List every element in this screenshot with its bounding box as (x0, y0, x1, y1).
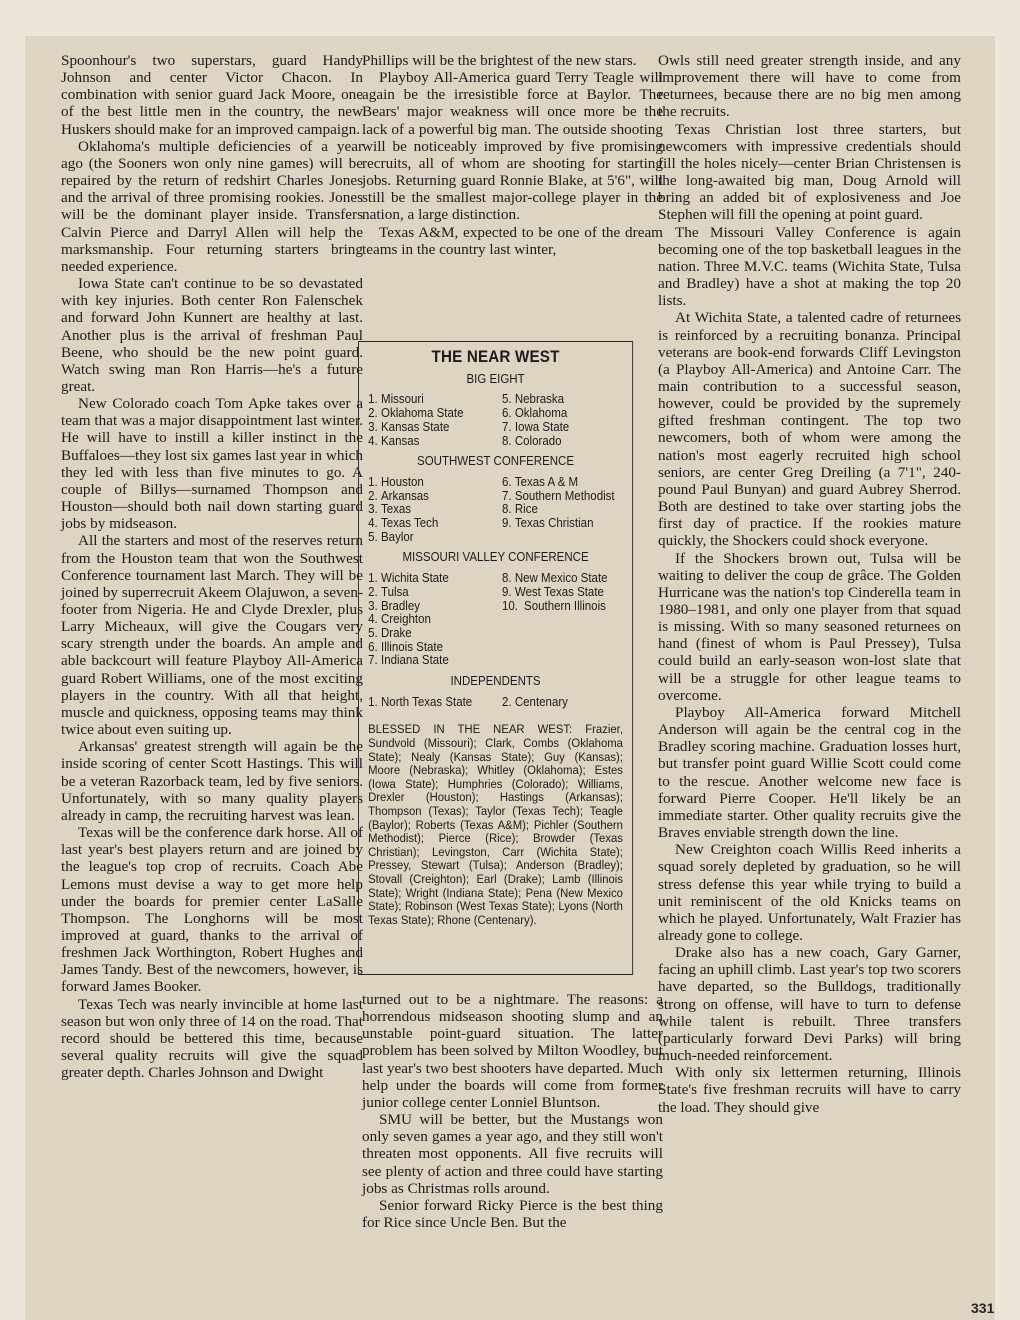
rank-item (368, 654, 489, 668)
paragraph: Iowa State can't continue to be so devastated with key injuries. Both center Ron Falenschek and forward John Kunnert are healthy at last. Another plus is the arrival of freshman Paul Beene, who should be the new point guard. Watch swing man Ron Harris—he's a future great. (61, 275, 363, 395)
rank-number: 7. (368, 653, 378, 668)
team-name: Illinois State (381, 639, 444, 654)
team-name: Arkansas (381, 488, 429, 503)
paragraph: Oklahoma's multiple deficiencies of a year ago (the Sooners won only nine games) will be repaired by the return of redshirt Charles Jones and the arrival of three promising rookies. Jones will be the dominant player inside. Transfers Calvin Pierce and Darryl Allen will help the marksmanship. Four returning starters bring needed experience. (61, 137, 363, 275)
team-name: Texas Christian (514, 516, 594, 531)
rank-item (368, 531, 489, 545)
rank-list-right (502, 476, 623, 545)
rank-number: 2. (368, 584, 378, 599)
paragraph: Owls still need greater strength inside, and any improvement there will have to come from returnees, because there are no big men among the recruits. (658, 52, 961, 121)
magazine-page (25, 36, 995, 1320)
rank-item (502, 696, 623, 710)
paragraph: If the Shockers brown out, Tulsa will be waiting to deliver the coup de grâce. The Golden Hurricane was the nation's top Cinderella team in 1980–1981, and only one player from that squad is missing. With so many seasoned returnees on hand (finest of whom is Paul Pressey), Tulsa could build an early-season won-lost slate that will be a struggle for other league teams to overcome. (658, 549, 961, 704)
rankings-mvc (368, 572, 623, 668)
rank-list-right (502, 572, 623, 668)
page-number: 331 (971, 1300, 995, 1316)
rank-number: 7. (501, 419, 512, 434)
rank-list-right (502, 393, 623, 448)
article-column-3 (658, 52, 961, 1116)
team-name: Southern Illinois (524, 598, 606, 613)
article-column-1 (61, 52, 363, 1081)
rank-number: 5. (501, 392, 512, 407)
team-name: Colorado (514, 433, 562, 448)
paragraph: Arkansas' greatest strength will again be the inside scoring of center Scott Hastings. This will be a veteran Razorback team, led by five seniors. Unfortunately, with so many quality players already in camp, the recruiting harvest was lean. (61, 738, 363, 824)
team-name: Oklahoma State (381, 406, 464, 421)
team-name: West Texas State (514, 584, 604, 599)
rank-item (368, 586, 489, 600)
rank-number: 6. (501, 474, 512, 489)
rank-item (368, 627, 489, 641)
paragraph: Texas A&M, expected to be one of the dream teams in the country last winter, (362, 223, 663, 258)
rank-item (368, 407, 489, 421)
conference-heading-big-eight: BIG EIGHT (466, 371, 525, 386)
rank-item (502, 600, 623, 614)
team-name: Rice (514, 502, 538, 517)
team-name: North Texas State (381, 694, 473, 709)
team-name: Creighton (381, 612, 431, 627)
team-name: Missouri (381, 392, 424, 407)
blessed-players-paragraph: BLESSED IN THE NEAR WEST: Frazier, Sundvold (Missouri); Clark, Combs (Oklahoma State); Nealy (Kansas State); Guy (Kansas); Moore (Nebraska); Whitley (Oklahoma); Estes (Iowa State); Humphries (Colorado); Williams, Drexler (Houston); Hastings (Arkansas); Thompson (Texas); Taylor (Texas Tech); Teagle (Baylor); Roberts (Texas A&M); Pichler (Southern Methodist); Pierce (Rice); Browder (Texas Christian); Levingston, Carr (Wichita State); Pressey, Stewart (Tulsa); Anderson (Bradley); Stovall (Creighton); Earl (Drake); Lamb (Illinois State); Wright (Indiana State); Pena (New Mexico State); Robinson (West Texas State); Lyons (North Texas State); Rhone (Centenary). (368, 722, 623, 927)
conference-heading-independents: INDEPENDENTS (450, 674, 541, 689)
paragraph: Texas Tech was nearly invincible at home last season but won only three of 14 on the road. That record should be bettered this time, because several quality recruits will give the squad greater depth. Charles Johnson and Dwight (61, 995, 363, 1082)
rank-number: 6. (368, 639, 378, 654)
team-name: Oklahoma (514, 406, 568, 421)
paragraph: SMU will be better, but the Mustangs won only seven games a year ago, and they still won't threaten most opponents. All five recruits will see plenty of action and three could have starting jobs as Christmas rolls around. (362, 1111, 663, 1197)
rank-item (502, 572, 623, 586)
team-name: Bradley (381, 598, 420, 613)
rank-number: 1. (368, 694, 378, 709)
team-name: Drake (381, 625, 412, 640)
rank-item (502, 476, 623, 490)
rank-number: 4. (368, 433, 378, 448)
rank-item (502, 490, 623, 504)
rank-list-left (368, 696, 489, 710)
paragraph: New Colorado coach Tom Apke takes over a team that was a major disappointment last winter. He will have to instill a killer instinct in the Buffaloes—they lost six games last year in which they led with less than five minutes to go. A couple of Billys—surnamed Thompson and Houston—should both nail down starting guard jobs by midseason. (61, 395, 363, 533)
article-column-2-bottom (362, 991, 663, 1231)
paragraph: Playboy All-America guard Terry Teagle will again be the irresistible force at Baylor. The Bears' major weakness will once more be the lack of a powerful big man. The outside shooting will be noticeably improved by five promising recruits, all of whom are shooting for starting jobs. Returning guard Ronnie Blake, at 5'6", will still be the smallest major-college player in the nation, a large distinction. (362, 69, 663, 224)
rank-item (368, 476, 489, 490)
team-name: Texas (381, 502, 412, 517)
rank-number: 8. (501, 502, 512, 517)
rank-list-left (368, 572, 489, 668)
rank-number: 8. (501, 433, 512, 448)
paragraph: At Wichita State, a talented cadre of returnees is reinforced by a recruiting bonanza. Principal veterans are book-end forwards Cliff Levingston (a Playboy All-America) and Antoine Carr. The main contribution to a successful season, however, could be provided by the supremely gifted freshman contingent. The top two newcomers, both of whom were among the nation's most eagerly recruited high school seniors, are center Greg Dreiling (a 7'1", 240-pound Paul Bunyan) and guard Aubrey Sherrod. Both are destined to take over starting jobs the first day of practice. If the rookies mature quickly, the Shockers could shock everyone. (658, 309, 961, 550)
paragraph: turned out to be a nightmare. The reasons: a horrendous midseason shooting slump and an unstable point-guard situation. The latter problem has been solved by Milton Woodley, but last year's two best shooters have departed. Much help under the boards will come from former junior college center Lonniel Bluntson. (362, 991, 663, 1111)
rank-number: 5. (368, 625, 378, 640)
rank-number: 9. (501, 516, 512, 531)
team-name: Texas Tech (381, 516, 439, 531)
conference-heading-southwest: SOUTHWEST CONFERENCE (417, 454, 575, 469)
team-name: Indiana State (381, 653, 449, 668)
paragraph: Drake also has a new coach, Gary Garner, facing an uphill climb. Last year's top two scorers have departed, so the Bulldogs, traditionally strong on offense, will have to turn to defense while talent is rebuilt. Three transfers (particularly forward Devi Parks) will bring much-needed reinforcement. (658, 944, 961, 1065)
team-name: Baylor (381, 529, 414, 544)
rank-item (368, 435, 489, 449)
rank-item (368, 572, 489, 586)
rank-list-left (368, 393, 489, 448)
paragraph: All the starters and most of the reserves return from the Houston team that won the Southwest Conference tournament last March. They will be joined by superrecruit Akeem Olajuwon, a seven-footer from Nigeria. He and Clyde Drexler, plus Larry Micheaux, will give the Cougars very scary strength under the boards. An ample and able backcourt will feature Playboy All-America guard Robert Williams, one of the most exciting players in the country. With all that height, muscle and quickness, opposing teams may think twice about even suiting up. (61, 532, 363, 739)
paragraph: New Creighton coach Willis Reed inherits a squad sorely depleted by graduation, so he will stress defense this year while trying to build a unit reminiscent of the old Knicks teams on which he played. Unfortunately, Walt Frazier has already gone to college. (658, 841, 961, 944)
rank-item (368, 421, 489, 435)
team-name: Texas A & M (514, 474, 579, 489)
rank-number: 4. (368, 516, 378, 531)
rank-list-right (502, 696, 623, 710)
rank-item (368, 393, 489, 407)
rank-item (368, 503, 489, 517)
rank-list-left (368, 476, 489, 545)
rankings-big-eight (368, 393, 623, 448)
paragraph: Playboy All-America forward Mitchell Anderson will again be the central cog in the Bradley scoring machine. Graduation losses hurt, but transfer point guard Willie Scott could come to the rescue. Another welcome new face is forward Pierre Cooper. He'll likely be an immediate starter. Other quality recruits give the Braves enviable strength down the line. (658, 703, 961, 842)
paragraph: Senior forward Ricky Pierce is the best thing for Rice since Uncle Ben. But the (362, 1196, 663, 1232)
team-name: Southern Methodist (514, 488, 615, 503)
rank-item (502, 517, 623, 531)
near-west-rankings-box (358, 341, 633, 975)
rank-number: 1. (368, 474, 378, 489)
rank-item (502, 435, 623, 449)
rank-number: 10. (501, 598, 518, 613)
paragraph: With only six lettermen returning, Illinois State's five freshman recruits will have to carry the load. They should give (658, 1064, 961, 1116)
conference-heading-mvc: MISSOURI VALLEY CONFERENCE (402, 550, 589, 565)
rank-item (368, 613, 489, 627)
rank-number: 8. (501, 571, 512, 586)
article-column-2-top (362, 52, 663, 258)
rank-number: 2. (368, 406, 378, 421)
team-name: Houston (381, 474, 424, 489)
rank-number: 3. (368, 598, 378, 613)
rank-item (502, 393, 623, 407)
rank-item (368, 517, 489, 531)
rank-number: 3. (368, 419, 378, 434)
paragraph: Texas Christian lost three starters, but newcomers with impressive credentials should fill the holes nicely—center Brian Christensen is the long-awaited big man, Doug Arnold will bring an added bit of explosiveness and Joe Stephen will fill the opening at point guard. (658, 120, 961, 224)
rank-number: 2. (368, 488, 378, 503)
team-name: New Mexico State (514, 571, 608, 586)
paragraph: The Missouri Valley Conference is again becoming one of the top basketball leagues in the nation. Three M.V.C. teams (Wichita State, Tulsa and Bradley) have a shot at making the top 20 lists. (658, 223, 961, 310)
rank-item (368, 696, 489, 710)
rank-number: 9. (501, 584, 512, 599)
rank-number: 4. (368, 612, 378, 627)
rank-number: 1. (368, 392, 378, 407)
team-name: Kansas (381, 433, 420, 448)
team-name: Iowa State (514, 419, 570, 434)
team-name: Kansas State (381, 419, 450, 434)
rank-number: 3. (368, 502, 378, 517)
rankings-independents (368, 696, 623, 710)
team-name: Nebraska (514, 392, 565, 407)
rank-item (502, 503, 623, 517)
rank-number: 2. (501, 694, 512, 709)
rank-item (368, 641, 489, 655)
paragraph: Phillips will be the brightest of the new stars. (362, 52, 637, 69)
team-name: Centenary (514, 694, 568, 709)
rank-item (368, 490, 489, 504)
paragraph: Spoonhour's two superstars, guard Handy Johnson and center Victor Chacon. In combination with senior guard Jack Moore, one of the best little men in the country, the new Huskers should make for an improved campaign. (61, 52, 363, 138)
rank-item (502, 407, 623, 421)
rank-number: 5. (368, 529, 378, 544)
sidebar-title: THE NEAR WEST (431, 348, 560, 366)
rankings-southwest (368, 476, 623, 545)
paragraph: Texas will be the conference dark horse. All of last year's best players return and are joined by the league's top crop of recruits. Coach Abe Lemons must devise a way to get more help under the boards for premier center LaSalle Thompson. The Longhorns will be most improved at guard, thanks to the arrival of freshmen Jack Worthington, Robert Hughes and James Tandy. Best of the newcomers, however, is forward James Booker. (61, 824, 363, 996)
rank-number: 6. (501, 406, 512, 421)
rank-number: 7. (501, 488, 512, 503)
rank-number: 1. (368, 571, 378, 586)
rank-item (502, 421, 623, 435)
team-name: Wichita State (381, 571, 449, 586)
rank-item (368, 600, 489, 614)
rank-item (502, 586, 623, 600)
team-name: Tulsa (381, 584, 409, 599)
